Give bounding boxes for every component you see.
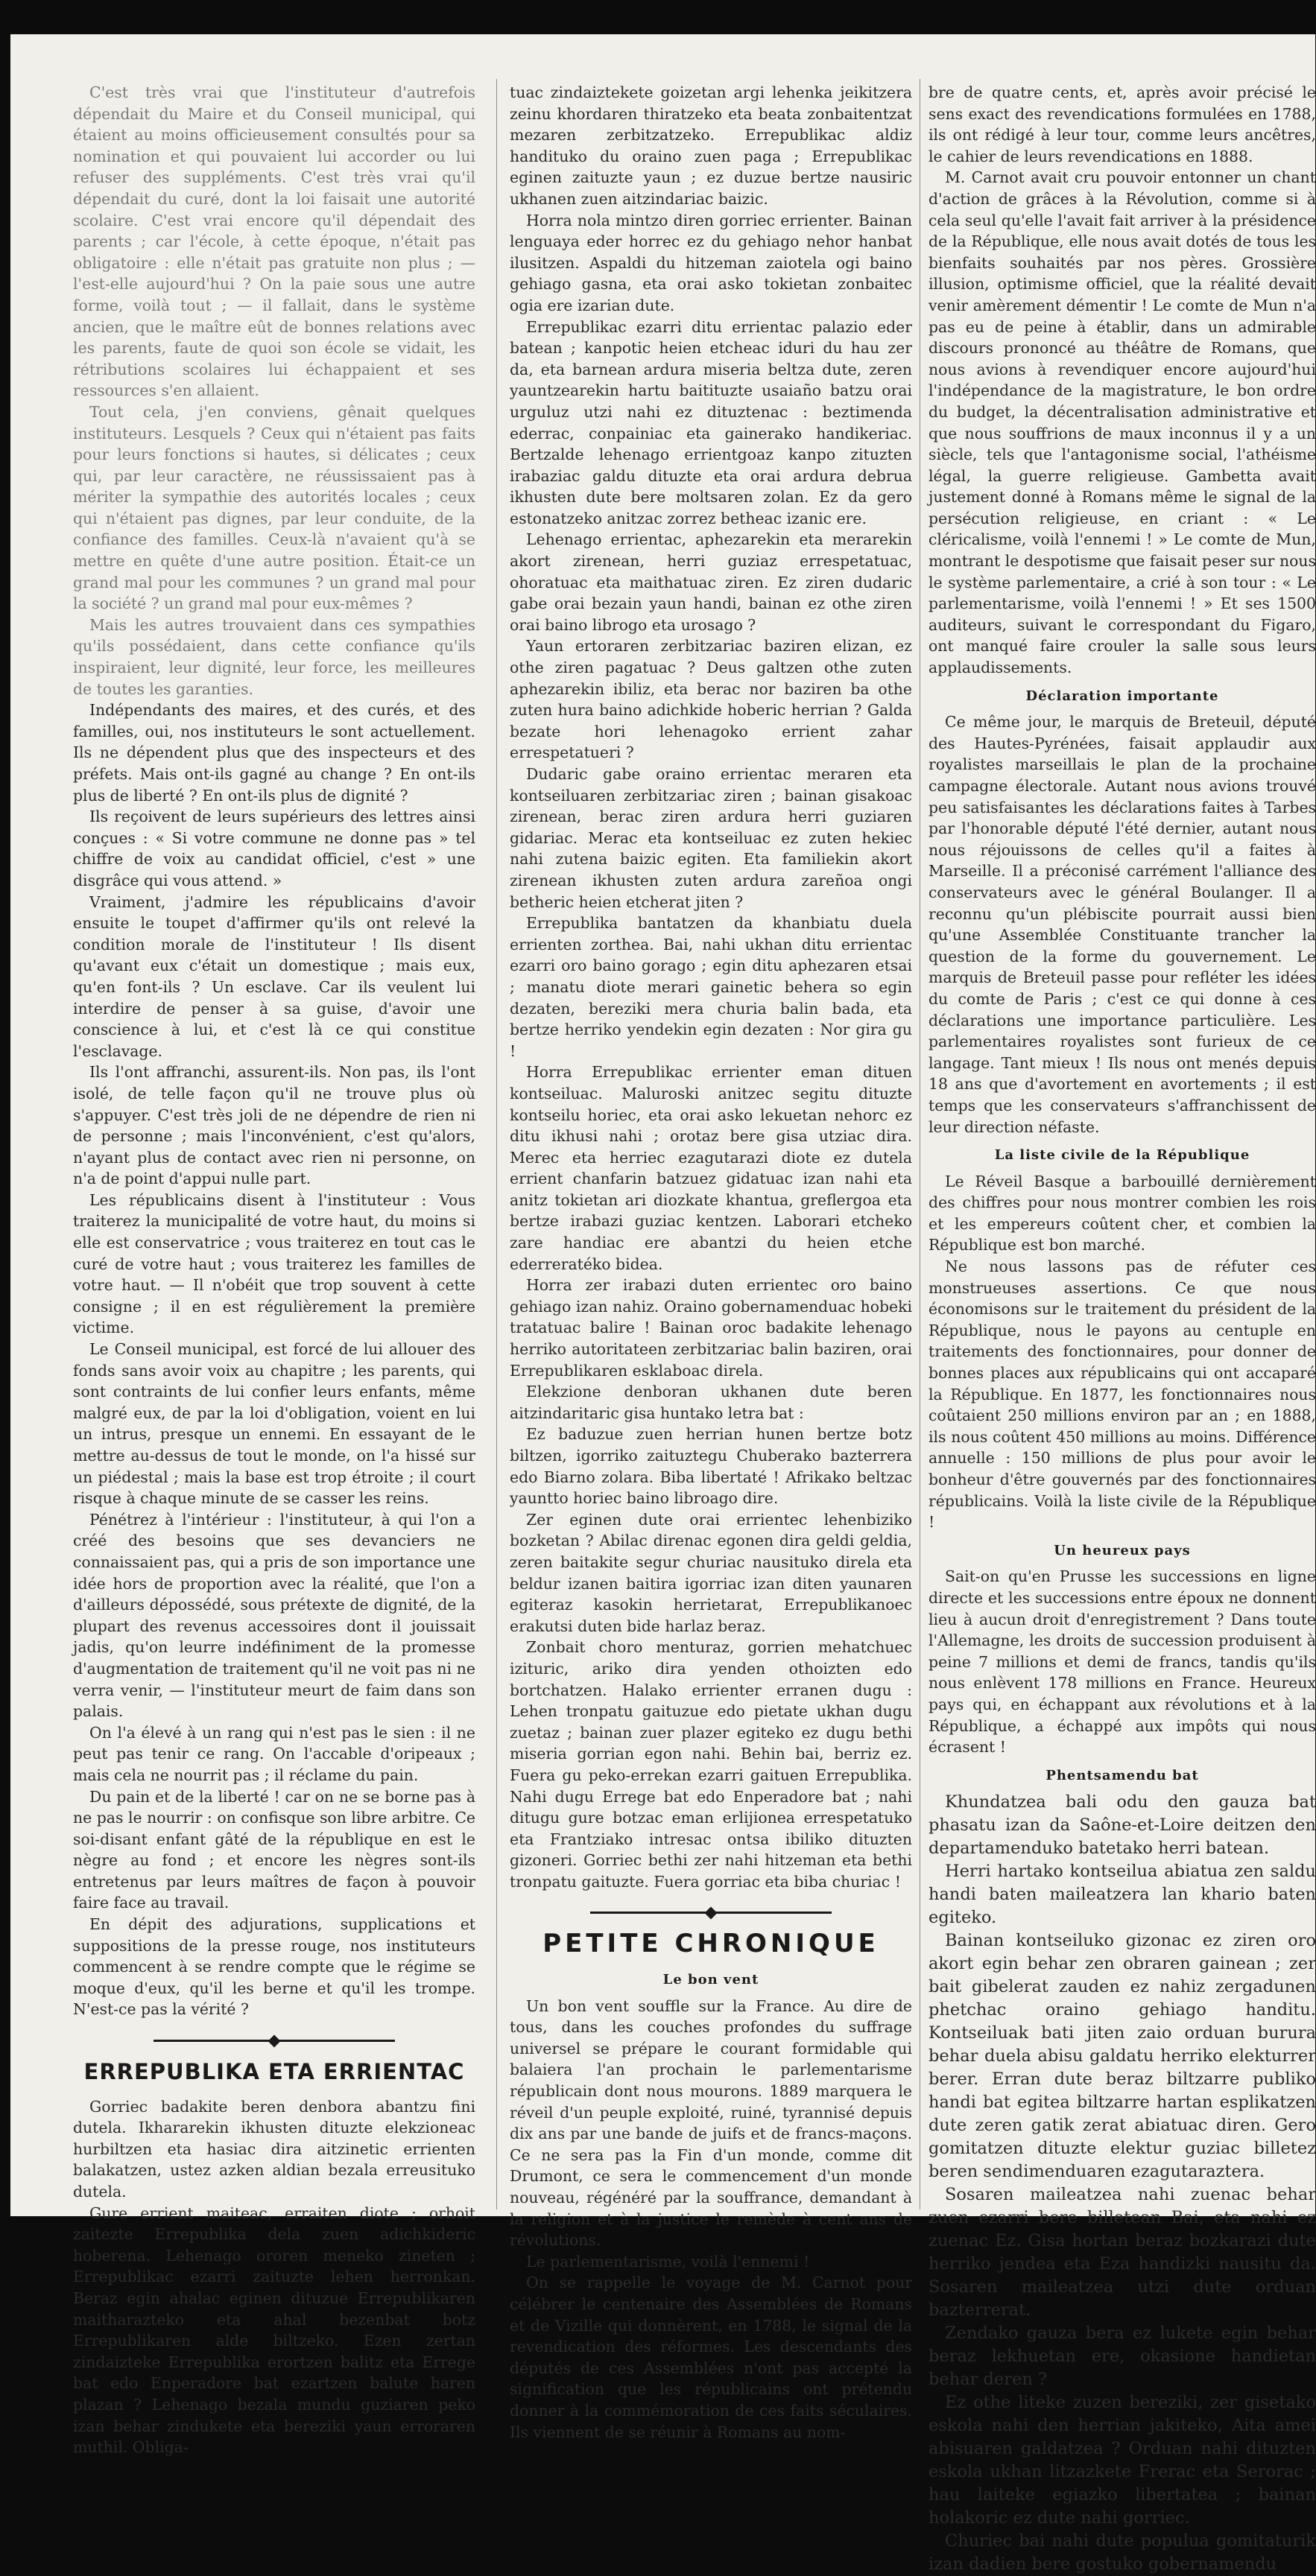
paragraph: Ils reçoivent de leurs supérieurs des lettres ainsi conçues : « Si votre commune ne donne pas » tel chiffre de voix au candidat officiel, c'est » une disgrâce qui vous attend. » <box>73 808 475 889</box>
paragraph: Sait-on qu'en Prusse les successions en ligne directe et les successions entre époux ne donnent lieu à aucun droit d'enregistrement ? Dans toute l'Allemagne, les droits de succession produisent à peine 7 millions et demi de francs, tandis qu'ils nous enlèvent 178 millions en France. Heureux pays qui, en échappant aux révolutions et à la République, a échappé aux impôts qui nous écrasent ! <box>929 1567 1316 1757</box>
paragraph: Lehenago errientac, aphezarekin eta merarekin akort zirenean, herri guziaz errespetatuac, ohoratuac eta maithatuac ziren. Ez ziren dudaric gabe orai bezain yaun handi, bainan ez othe ziren orai baino librogo eta urosago ? <box>510 530 912 634</box>
paragraph: Ez othe liteke zuzen bereziki, zer gisetako eskola nahi den herrian jakiteko, Aita amei abisuaren galdatzea ? Orduan nahi dituzten eskola ukhan litzazkete Frerac eta Serorac ; hau laiteke egiazko libertatea ; bainan holakoric ez dute nahi gorriec. <box>929 2393 1316 2528</box>
paragraph: Le Réveil Basque a barbouillé dernièrement des chiffres pour nous montrer combien les rois et les empereurs coûtent cher, et combien la République est bon marché. <box>929 1172 1316 1254</box>
paragraph: Zer eginen dute orai errientec lehenbiziko bozketan ? Abilac direnac egonen dira geldi geldia, zeren baitakite segur churiac nausituko direla eta beldur izanen baitira igorriac izan diten yaunaren egiteraz kasokin herrietarat, Errepublikanoec erakutsi duten bide harlaz beraz. <box>510 1510 912 1635</box>
subheading-liste-civile: La liste civile de la République <box>994 1147 1250 1164</box>
paragraph: Mais les autres trouvaient dans ces sympathies qu'ils possédaient, dans cette confiance qu'ils inspiraient, leur dignité, leur force, les meilleures de toutes les garanties. <box>73 615 475 698</box>
paragraph: Elekzione denboran ukhanen dute beren aitzindaritaric gisa huntako letra bat : <box>510 1383 912 1422</box>
section-separator <box>154 2040 395 2042</box>
paragraph: Les républicains disent à l'instituteur : Vous traiterez la municipalité de votre haut, du moins si elle est conservatrice ; vous traiterez en tout cas le curé de votre haut ; vous traiterez les familles de votre haut. — Il n'obéit que trop souvent à cette consigne ; il en est régulièrement la première victime. <box>73 1190 475 1337</box>
paragraph: Gure errient maiteac, erraiten diote ; orhoit zaitezte Errepublika dela zuen adichkideric hoberena. Lehenago ororen meneko zineten ; Errepublikac ezarri zaituzte lehen herronkan. Beraz egin ahalac eginen dituzue Errepublikaren maitharazteko eta ahal bezenbat botz Errepublikaren alde biltzeko. Ezen zertan zindaizteke Errepublika erortzen balitz eta Errege bat edo Enperadore bat ezartzen balute haren plazan ? Lehenago bezala mundu guziaren peko izan behar zindukete eta bereziki yaun erroraren muthil. Obliga- <box>73 2204 475 2457</box>
paragraph: Le Conseil municipal, est forcé de lui allouer des fonds sans avoir voix au chapitre ; les parents, qui sont contraints de lui confier leurs enfants, même malgré eux, de par la loi d'obligation, voient en lui un intrus, presque un ennemi. En essayant de le mettre au-dessus de tout le monde, on l'a hissé sur un piédestal ; mais la base est trop étroite ; il court risque à chaque minute de se casser les reins. <box>73 1340 475 1508</box>
paragraph: Sosaren maileatzea nahi zuenac behar zuen ezarri bere billetean Bai, eta nahi ez zuenac Ez. Gisa hortan beraz bozkarazi dute herriko jendea eta Eza handizki nausitu da. Sosaren maileatzea utzi dute orduan bazterrerat. <box>929 2185 1316 2320</box>
paragraph: Zendako gauza bera ez lukete egin behar beraz lekhuetan ere, okasione handietan behar deren ? <box>929 2323 1316 2390</box>
paragraph: Zonbait choro menturaz, gorrien mehatchuec izituric, ariko dira yenden othoizten edo bortchatzen. Halako errienter erranen dugu : Lehen tronpatu gaituzue edo pietate ukhan dugu zuetaz ; bainan zuer plazer egiteko ez dugu bethi miseria gorrian egon nahi. Behin bai, berriz ez. Fuera gu peko-errekan ezarri gaituen Errepublika. Nahi dugu Errege bat edo Enperadore bat ; nahi ditugu gure botzac eman erlijionea errespetatuko eta Frantziako intresac ontsa ibiliko dituzten gizoneri. Gorriec bethi zer nahi hitzeman eta bethi tronpatu gaituzte. Fuera gorriac eta biba churiac ! <box>510 1638 912 1891</box>
paragraph: En dépit des adjurations, supplications et suppositions de la presse rouge, nos instituteurs commencent à se rendre compte que le régime se moque d'eux, qu'il les berne et qu'il les trompe. N'est-ce pas la vérité ? <box>73 1915 475 2019</box>
paragraph: Gorriec badakite beren denbora abantzu fini dutela. Ikhararekin ikhusten dituzte elekzioneac hurbiltzen eta hasiac dira aitzinetic errienten balakatzen, ustez azken aldian bezala erreusituko dutela. <box>73 2097 475 2201</box>
paragraph: Tout cela, j'en conviens, gênait quelques instituteurs. Lesquels ? Ceux qui n'étaient pas faits pour leurs fonctions si hautes, si délicates ; ceux qui, par leur caractère, ne réussissaient pas à mériter la sympathie des autorités locales ; ceux qui n'étaient pas dignes, par leur conduite, de la confiance des familles. Ceux-là n'avaient qu'à se mettre en quête d'une autre position. Était-ce un grand mal pour les communes ? un grand mal pour la société ? un grand mal pour eux-mêmes ? <box>73 402 475 613</box>
paragraph: Ne nous lassons pas de réfuter ces monstrueuses assertions. Ce que nous économisons sur le traitement du président de la République, nous le payons au centuple en traitements des fonctionnaires, pour donner de bonnes places aux républicains qui ont accaparé la République. En 1877, les fonctionnaires nous coûtaient 250 millions environ par an ; en 1888, ils nous coûtent 450 millions au moins. Différence annuelle : 150 millions de plus pour avoir le bonheur d'être gouvernés par des fonctionnaires républicains. Voilà la liste civile de la République ! <box>929 1257 1316 1532</box>
paragraph: On l'a élevé à un rang qui n'est pas le sien : il ne peut pas tenir ce rang. On l'accable d'oripeaux ; mais cela ne nourrit pas ; il réclame du pain. <box>73 1723 475 1784</box>
paragraph: Herri hartako kontseilua abiatua zen saldu handi baten maileatzera lan khario baten egiteko. <box>929 1862 1316 1928</box>
column-middle <box>510 82 912 2441</box>
paragraph: Horra Errepublikac errienter eman dituen kontseiluac. Maluroski anitzec segitu dituzte kontseilu horiec, eta orai asko lekuetan nehorc ez ditu ikhusi nahi ; orotaz bere gisa utziac dira. Merec eta herriec ezagutarazi diote ez dutela errient chanfarin batzuez gidatuac izan nahi eta anitz tokietan ari diozkate khantua, greflergoa eta bertze irabazi guziac kentzen. Laborari etcheko zare handiac ere abantzi du heien etche ederreratéko bidea. <box>510 1063 912 1273</box>
column-left <box>73 82 475 2457</box>
paragraph: Horra nola mintzo diren gorriec errienter. Bainan lenguaya eder horrec ez du gehiago nehor hanbat ilusitzen. Aspaldi du hitzeman zaiotela ogi baino gehiago gasna, eta orai asko tokietan zonbaitec ogia ere izarian dute. <box>510 211 912 314</box>
paragraph: Errepublikac ezarri ditu errientac palazio eder batean ; kanpotic heien etcheac iduri du hau zer da, eta barnean ardura miseria beltza dute, zeren yauntzearekin hartu baitituzte usaiaño batzu orai urguluz utzi nahi ez dituztenac : beztimenda ederrac, conpainiac eta gainerako handikeriac. Bertzalde lehenago errientgoaz kanpo zituzten irabaziac galdu dituzte eta orai ardura debrua ikhusten dute bere moltsaren zolan. Ez da gero estonatzeko anitzac zorrez betheac izanic ere. <box>510 317 912 527</box>
section-separator <box>590 1912 832 1914</box>
scan-top-border <box>0 0 1315 34</box>
petite-chronique-title: PETITE CHRONIQUE <box>542 1929 879 1959</box>
paragraph: Dudaric gabe oraino errientac meraren eta kontseiluaren zerbitzariac ziren ; bainan gisakoac zirenean, berac ziren ardura herri guziaren gidariac. Merac eta kontseiluac ez zuten hekiec nahi zutena baizic egiten. Eta familiekin akort zirenean ikhusten zuten ardura zareñoa ongi betheric heien etcherat jiten ? <box>510 765 912 911</box>
paragraph: bre de quatre cents, et, après avoir précisé le sens exact des revendications formulées en 1788, ils ont rédigé à leur tour, comme leurs ancêtres, le cahier de leurs revendications en 1888. <box>929 83 1316 165</box>
paragraph: Pénétrez à l'intérieur : l'instituteur, à qui l'on a créé des besoins que ses devanciers ne connaissaient pas, qui a pris de son importance une idée hors de proportion avec la réalité, que l'on a d'ailleurs dépossédé, sous prétexte de dignité, de la plupart des revenus accessoires dont il jouissait jadis, qu'on leurre indéfiniment de la promesse d'augmentation de traitement qu'il ne voit pas ni ne verra venir, — l'instituteur meurt de faim dans son palais. <box>73 1510 475 1721</box>
paragraph: On se rappelle le voyage de M. Carnot pour célébrer le centenaire des Assemblées de Romans et de Vizille qui donnèrent, en 1788, le signal de la revendication des réformes. Les descendants des députés de ces Assemblées n'ont pas accepté la signification que les républicains ont prétendu donner à la commémoration de ces faits séculaires. Ils viennent de se réunir à Romans au nom- <box>510 2274 912 2441</box>
paragraph: C'est très vrai que l'instituteur d'autrefois dépendait du Maire et du Conseil municipal, qui étaient au moins officieusement consultés pour sa nomination et qui pouvaient lui accorder ou lui refuser des suppléments. C'est très vrai qu'il dépendait du curé, dont la loi faisait une autorité scolaire. C'est vrai encore qu'il dépendait des parents ; car l'école, à cette époque, n'était pas obligatoire : elle n'était pas gratuite non plus ; — l'est-elle aujourd'hui ? On la paie sous une autre forme, voilà tout ; — il fallait, dans le système ancien, que le maître eût de bonnes relations avec les parents, faute de quoi son école se vidait, les rétributions scolaires lui échappaient et ses ressources s'en allaient. <box>73 83 475 400</box>
newspaper-page <box>10 34 1316 2575</box>
article-instituteurs <box>73 82 475 699</box>
article-title-errepublika: ERREPUBLIKA ETA ERRIENTAC <box>83 2059 465 2085</box>
subheading-declaration: Déclaration importante <box>1025 688 1219 704</box>
paragraph: Bainan kontseiluko gizonac ez ziren oro akort egin behar zen obraren gainean ; zer bait gibelerat zauden ez nahiz zergadunen phetchac oraino gehiago handitu. Kontseiluak bati jiten zaio orduan burura behar duela abisu galdatu herriko elekturrer berer. Erran dute beraz biltzarre publiko handi bat egitea biltzarre hartan esplikatzen dute zeren gatik zerat abiatuac diren. Gero gomitatzen dituzte elektur guziac billetez beren sendimenduaren ezagutaraztera. <box>929 1931 1316 2182</box>
paragraph: Indépendants des maires, et des curés, et des familles, oui, nos instituteurs le sont actuellement. Ils ne dépendent plus que des inspecteurs et des préfets. Mais ont-ils gagné au change ? En ont-ils plus de liberté ? En ont-ils plus de dignité ? <box>73 701 475 805</box>
article-phentsamendu <box>929 1791 1316 2576</box>
paragraph: Churiec bai nahi dute populua gomitaturik izan dadien bere gostuko gobernamendu <box>929 2531 1316 2575</box>
subheading-le-bon-vent: Le bon vent <box>662 1972 759 1988</box>
subheading-heureux-pays: Un heureux pays <box>1054 1542 1191 1558</box>
column-right <box>929 82 1316 2575</box>
paragraph: Yaun ertoraren zerbitzariac baziren elizan, ez othe ziren pagatuac ? Deus galtzen othe zuten aphezarekin ibiliz, eta berac nor baziren ba othe zuten hura baino adichkide hoberic herrian ? Galda bezate hori lehenagoko errient zahar errespetatueri ? <box>510 637 912 762</box>
paragraph: Du pain et de la liberté ! car on ne se borne pas à ne pas le nourrir : on confisque son libre arbitre. Ce soi-disant enfant gâté de la république en est le nègre au fond ; et encore les nègres sont-ils entretenus par leurs maîtres de façon à pouvoir faire face au travail. <box>73 1787 475 1912</box>
paragraph: Khundatzea bali odu den gauza bat phasatu izan da Saône-et-Loire deitzen den departamenduko batetako herri batean. <box>929 1792 1316 1859</box>
subheading-phentsamendu: Phentsamendu bat <box>1045 1767 1199 1783</box>
paragraph: M. Carnot avait cru pouvoir entonner un chant d'action de grâces à la Révolution, comme si à cela seul qu'elle l'avait fait arriver à la présidence de la République, elle nous avait dotés de tous les bienfaits souhaités par nos pères. Grossière illusion, optimisme officiel, que la réalité devait venir amèrement démentir ! Le comte de Mun n'a pas eu de peine à établir, dans un admirable discours prononcé au théâtre de Romans, que nous avions à revendiquer encore aujourd'hui l'indépendance de la magistrature, le bon ordre du budget, la décentralisation administrative et que nous souffrions de maux inconnus il y a un siècle, tels que l'antagonisme social, l'athéisme légal, la guerre religieuse. Gambetta avait justement donné à Romans même le signal de la persécution religieuse, en criant : « Le cléricalisme, voilà l'ennemi ! » Le comte de Mun, montrant le despotisme que faisait peser sur nous le système parlementaire, a crié à son tour : « Le parlementarisme, voilà l'ennemi ! » Et ses 1500 auditeurs, suivant le correspondant du Figaro, ont manqué faire crouler la salle sous leurs applaudissements. <box>929 168 1316 677</box>
paragraph: Horra zer irabazi duten errientec oro baino gehiago izan nahiz. Oraino gobernamenduac hobeki tratatuac balire ! Bainan oroc badakite lehenago herriko autoritateen zerbitzariac balin baziren, orai Errepublikaren esklaboac direla. <box>510 1276 912 1380</box>
paragraph: Errepublika bantatzen da khanbiatu duela errienten zorthea. Bai, nahi ukhan ditu errientac ezarri oro baino gorago ; egin ditu aphezaren etsai ; manatu diote merari gainetic behera so egin dezaten, bereziki mera churia balin bada, eta bertze herriko yendekin egin dezaten : Nor gira gu ! <box>510 914 912 1060</box>
paragraph: Le parlementarisme, voilà l'ennemi ! <box>526 2252 810 2271</box>
paragraph: Ils l'ont affranchi, assurent-ils. Non pas, ils l'ont isolé, de telle façon qu'il ne trouve plus où s'appuyer. C'est très joli de ne dépendre de rien ni de personne ; mais l'inconvénient, c'est qu'alors, n'ayant plus de contact avec rien ni personne, on n'a de point d'appui nulle part. <box>73 1063 475 1188</box>
paragraph: Ez baduzue zuen herrian hunen bertze botz biltzen, igorriko zaituztegu Chuberako bazterrera edo Biarno zolara. Biba libertaté ! Afrikako beltzac yauntto horiec baino libroago dire. <box>510 1425 912 1508</box>
paragraph: Un bon vent souffle sur la France. Au dire de tous, dans les couches profondes du suffrage universel se prépare le courant formidable qui balaiera l'an prochain le parlementarisme républicain dont nous mourons. 1889 marquera le réveil d'un peuple exploité, ruiné, tyrannisé depuis dix ans par une bande de juifs et de francs-maçons. Ce ne sera pas la Fin d'un monde, comme dit Drumont, ce sera le commencement d'un monde nouveau, régénéré par la souffrance, demandant à la religion et à la justice le remède à cent ans de révolutions. <box>510 1996 912 2250</box>
paragraph: Vraiment, j'admire les républicains d'avoir ensuite le toupet d'affirmer qu'ils ont relevé la condition morale de l'instituteur ! Ils disent qu'avant eux c'était un domestique ; mais eux, qu'en font-ils ? Un esclave. Car ils veulent lui interdire de penser à sa guise, d'avoir une conscience à lui, et c'est là ce qui constitue l'esclavage. <box>73 892 475 1060</box>
paragraph: tuac zindaiztekete goizetan argi lehenka jeikitzera zeinu khordaren thiratzeko eta beata zonbaitentzat mezaren zerbitzatzeko. Errepublikac aldiz handituko du oraino zuen paga ; Errepublikac eginen zaituzte yaun ; ez duzue bertze nausiric ukhanen zuen aitzindariac baizic. <box>510 83 912 208</box>
paragraph: Ce même jour, le marquis de Breteuil, député des Hautes-Pyrénées, faisait applaudir aux royalistes marseillais le plan de la prochaine campagne électorale. Autant nous avions trouvé peu satisfaisantes les déclarations faites à Tarbes par l'honorable député l'été dernier, autant nous nous réjouissons de celles qu'il a faites à Marseille. Il a préconisé carrément l'alliance des conservateurs avec le général Boulanger. Il a reconnu qu'un plébiscite pourrait aussi bien qu'une Assemblée Constituante trancher la question de la forme du gouvernement. Le marquis de Breteuil passe pour refléter les idées du comte de Paris ; c'est ce qui donne à ces déclarations une importance particulière. Les parlementaires royalistes sont furieux de ce langage. Tant mieux ! Ils nous ont menés depuis 18 ans que d'avortement en avortements ; il est temps que les conservateurs s'affranchissent de leur direction néfaste. <box>929 713 1316 1136</box>
column-divider <box>496 79 497 2209</box>
